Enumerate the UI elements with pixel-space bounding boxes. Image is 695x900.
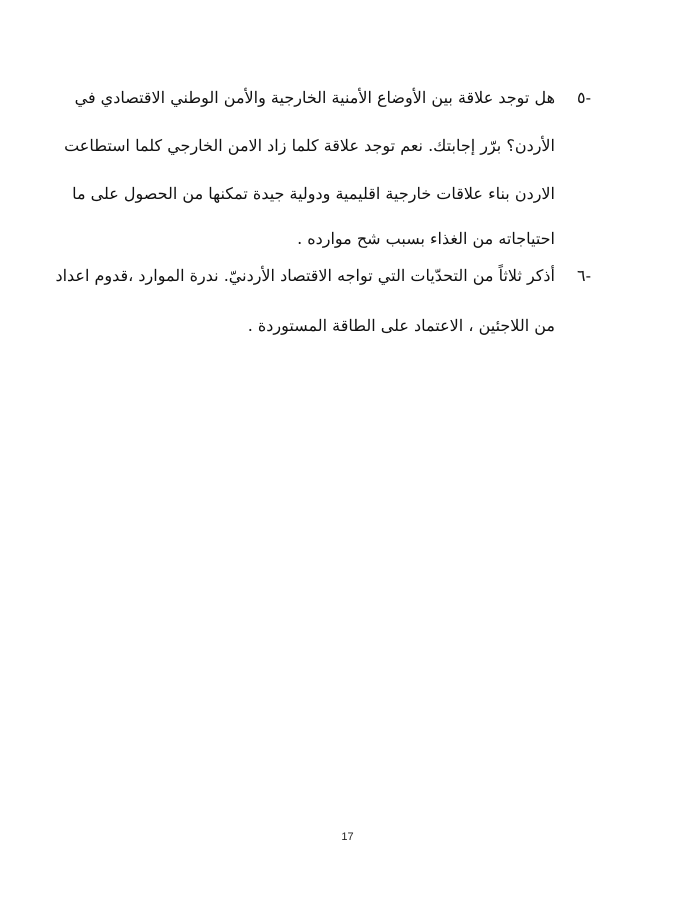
question-5-line-4: احتياجاته من الغذاء بسبب شح موارده . — [297, 229, 555, 248]
question-6-number: -٦ — [577, 266, 591, 285]
question-5-number: -٥ — [577, 88, 591, 107]
question-5-line-3: الاردن بناء علاقات خارجية اقليمية ودولية جيدة تمكنها من الحصول على ما — [72, 184, 555, 203]
question-6 — [55, 266, 591, 346]
page-number: 17 — [341, 831, 354, 843]
question-5-line-2: الأردن؟ برّر إجابتك. نعم توجد علاقة كلما زاد الامن الخارجي كلما استطاعت — [64, 136, 555, 155]
question-5-line-1: هل توجد علاقة بين الأوضاع الأمنية الخارجية والأمن الوطني الاقتصادي في — [74, 88, 555, 107]
question-6-line-2: من اللاجئين ، الاعتماد على الطاقة المستوردة . — [247, 316, 555, 335]
question-6-line-1: أذكر ثلاثاً من التحدّيات التي تواجه الاقتصاد الأردنيّ. ندرة الموارد ،قدوم اعداد — [55, 266, 555, 285]
question-5 — [64, 88, 591, 248]
